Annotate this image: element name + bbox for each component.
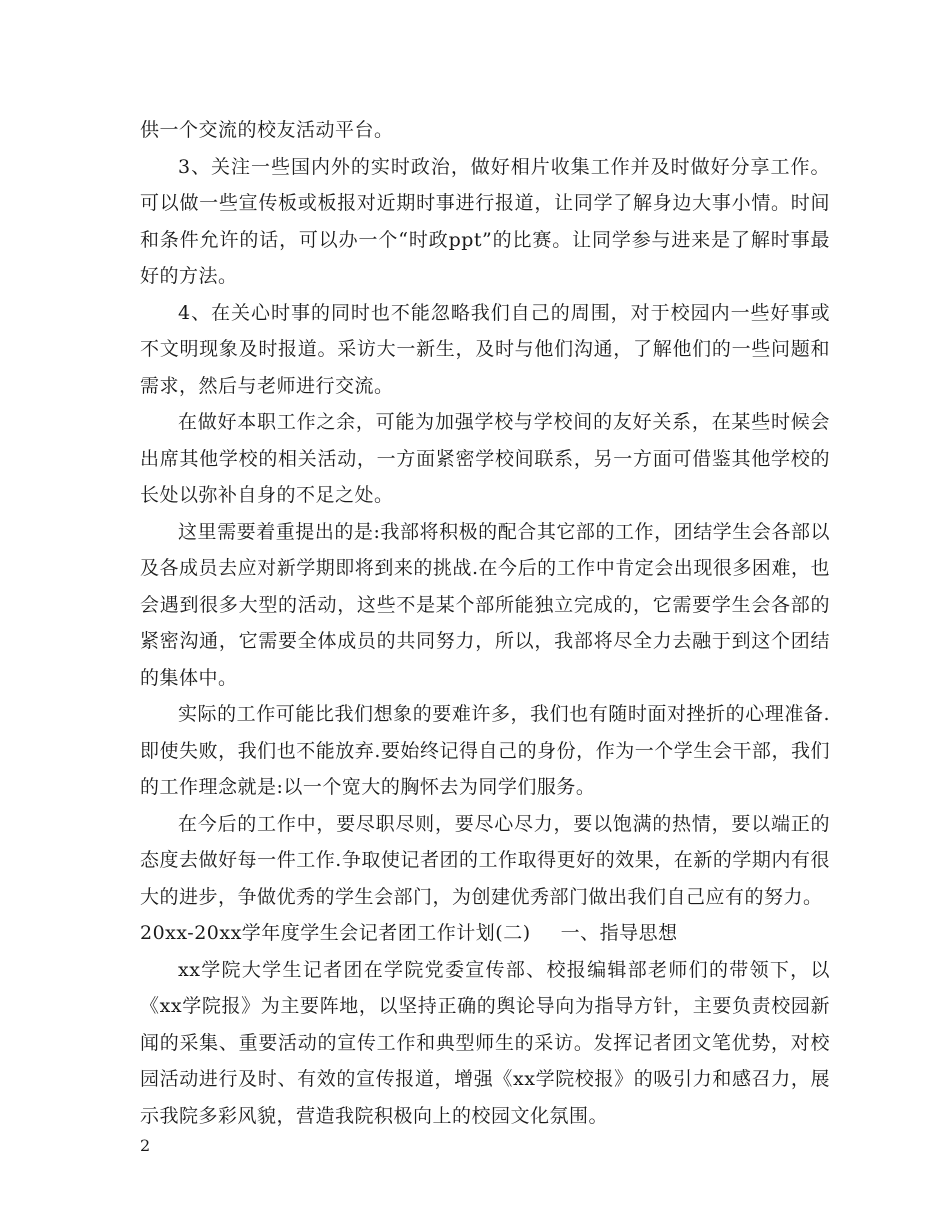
document-body — [140, 112, 830, 1134]
page-number: 2 — [140, 1136, 151, 1155]
paragraph-2: 3、关注一些国内外的实时政治，做好相片收集工作并及时做好分享工作。可以做一些宣传板或板报对近期时事进行报道，让同学了解身边大事小情。时间和条件允许的话，可以办一个“时政ppt”的比赛。让同学参与进来是了解时事最好的方法。 — [140, 155, 830, 287]
section-title: 20xx-20xx学年度学生会记者团工作计划(二) — [140, 922, 531, 944]
section-subtitle: 一、指导思想 — [560, 922, 678, 944]
closing-paragraph: xx学院大学生记者团在学院党委宣传部、校报编辑部老师们的带领下，以《xx学院报》为主要阵地，以坚持正确的舆论导向为指导方针，主要负责校园新闻的采集、重要活动的宣传工作和典型师生的采访。发挥记者团文笔优势，对校园活动进行及时、有效的宣传报道，增强《xx学院校报》的吸引力和感召力，展示我院多彩风貌，营造我院积极向上的校园文化氛围。 — [140, 958, 830, 1127]
paragraph-4: 在做好本职工作之余，可能为加强学校与学校间的友好关系，在某些时候会出席其他学校的相关活动，一方面紧密学校间联系，另一方面可借鉴其他学校的长处以弥补自身的不足之处。 — [140, 411, 830, 506]
paragraph-1: 供一个交流的校友活动平台。 — [140, 119, 394, 141]
paragraph-3: 4、在关心时事的同时也不能忽略我们自己的周围，对于校园内一些好事或不文明现象及时报道。采访大一新生，及时与他们沟通，了解他们的一些问题和需求，然后与老师进行交流。 — [140, 301, 830, 397]
paragraph-7: 在今后的工作中，要尽职尽则，要尽心尽力，要以饱满的热情，要以端正的态度去做好每一件工作.争取使记者团的工作取得更好的效果，在新的学期内有很大的进步，争做优秀的学生会部门，为创建优秀部门做出我们自己应有的努力。 — [140, 812, 830, 908]
paragraph-6: 实际的工作可能比我们想象的要难许多，我们也有随时面对挫折的心理准备.即使失败，我们也不能放弃.要始终记得自己的身份，作为一个学生会干部，我们的工作理念就是:以一个宽大的胸怀去为同学们服务。 — [140, 703, 830, 798]
paragraph-5: 这里需要着重提出的是:我部将积极的配合其它部的工作，团结学生会各部以及各成员去应对新学期即将到来的挑战.在今后的工作中肯定会出现很多困难，也会遇到很多大型的活动，这些不是某个部所能独立完成的，它需要学生会各部的紧密沟通，它需要全体成员的共同努力，所以，我部将尽全力去融于到这个团结的集体中。 — [140, 520, 830, 689]
section-heading — [140, 915, 830, 952]
